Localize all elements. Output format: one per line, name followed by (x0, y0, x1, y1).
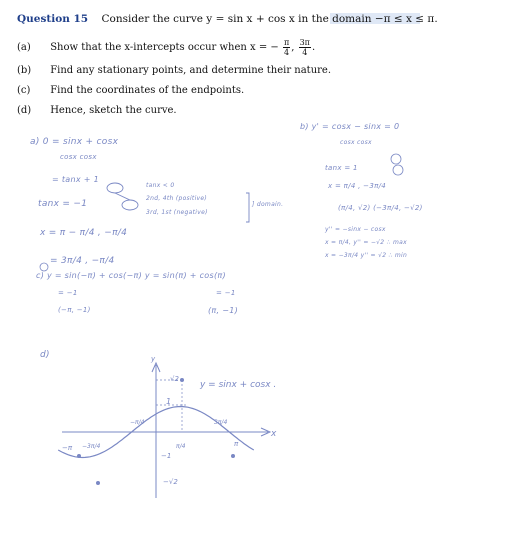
part-label: (d) (17, 105, 32, 116)
hw-a-quadrant-note-3: 3rd, 1st (negative) (146, 209, 208, 216)
x-tick-pi: π (234, 440, 239, 448)
hw-b-line3: x = π/4 , −3π/4 (328, 182, 387, 190)
fraction-pi-over-4: $\frac{\pi}{4}$ (283, 38, 290, 57)
hw-c-line1: c) y = sin(−π) + cos(−π) y = sin(π) + cos(π) (36, 271, 226, 280)
endpoint-left (77, 454, 81, 458)
hw-c-line2a: = −1 (58, 289, 78, 297)
hw-b-line4: (π/4, √2) (−3π/4, −√2) (338, 204, 423, 212)
hw-b-line1: b) y' = cosx − sinx = 0 (300, 122, 400, 131)
x-tick-neg-pi: −π (62, 444, 73, 452)
hw-c-line3a: (−π, −1) (58, 306, 91, 314)
minimum-point (96, 481, 100, 485)
hw-a-line3: tanx = −1 (38, 199, 88, 209)
fraction-3pi-over-4: $\frac{3\pi}{4}$ (299, 38, 310, 57)
hw-d-label: d) (40, 350, 50, 360)
quadrant-circle-mark (107, 183, 123, 193)
part-label: (a) (17, 42, 31, 53)
part-c-circle-mark (40, 263, 48, 271)
hw-c-line2b: = −1 (216, 289, 236, 297)
hw-a-line1-denominators: cosx cosx (60, 153, 97, 161)
part-text: Hence, sketch the curve. (50, 105, 177, 116)
hw-a-quadrant-note-2: 2nd, 4th (positive) (146, 195, 208, 202)
quadrant-circle-mark (122, 200, 138, 210)
part-text: Find any stationary points, and determine their nature. (50, 65, 332, 76)
quadrant-circle-mark (393, 165, 403, 175)
max-value-label: √2 (170, 375, 179, 383)
part-text: Show that the x-intercepts occur when x = − (50, 42, 279, 53)
part-text: Find the coordinates of the endpoints. (50, 85, 245, 96)
domain-bracket (246, 193, 249, 222)
x-tick-neg-3pi4: −3π/4 (82, 443, 101, 450)
hw-a-line2: = tanx + 1 (52, 175, 99, 184)
hw-a-line1: a) 0 = sinx + cosx (30, 137, 119, 147)
quadrant-circle-mark (391, 154, 401, 164)
hw-b-line2: tanx = 1 (325, 164, 358, 172)
x-tick-pi4: π/4 (176, 443, 186, 450)
x-tick-3pi4: 3π/4 (214, 419, 228, 426)
y-axis-label: y (151, 355, 156, 363)
part-a: (a) Show that the x-intercepts occur when x = − $\frac{\pi}{4}$ , $\frac{3\pi}{4}$ . (17, 38, 316, 57)
hw-a-domain-note: ] domain. (252, 201, 284, 208)
y-tick-one: 1 (166, 397, 172, 406)
hw-b-line1-denominators: cosx cosx (340, 139, 372, 146)
endpoint-right (231, 454, 235, 458)
hw-a-quadrant-note-1: tanx < 0 (146, 182, 175, 189)
quadrant-connector (115, 193, 130, 200)
hw-a-line5: = 3π/4 , −π/4 (50, 256, 115, 266)
y-tick-neg-one: −1 (161, 452, 172, 460)
hw-b-line6: x = π/4, y'' = −√2 ∴ max (325, 239, 407, 246)
curve-equation-label: y = sinx + cosx . (200, 380, 277, 390)
hw-c-line3b: (π, −1) (208, 306, 239, 315)
x-tick-neg-pi4: −π/4 (130, 419, 145, 426)
hw-b-line7: x = −3π/4 y'' = √2 ∴ min (325, 252, 408, 259)
maximum-point (180, 378, 184, 382)
hw-a-line4: x = π − π/4 , −π/4 (40, 228, 128, 238)
question-prompt: Consider the curve y = sin x + cos x in the domain −π ≤ x ≤ π. (101, 13, 438, 25)
hw-b-line5: y'' = −sinx − cosx (325, 226, 386, 233)
y-tick-neg-root2: −√2 (163, 478, 178, 486)
question-number: Question 15 (17, 13, 89, 25)
x-axis-label: x (271, 429, 277, 439)
part-label: (b) (17, 65, 32, 76)
part-label: (c) (17, 85, 31, 96)
